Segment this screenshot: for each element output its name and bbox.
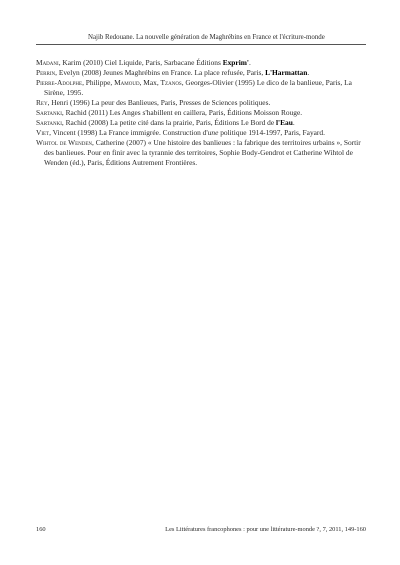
reference-author: Sartanki <box>36 108 62 117</box>
reference-author: Viet <box>36 128 50 137</box>
page-number: 160 <box>36 526 46 533</box>
reference-text: , Catherine (2007) « Une histoire des banlieues : la fabrique des territoires urbains », Sortir des banlieues. Pour en finir avec la tyrannie des territoires, Sophie Body-Gendrot et Catherine Wihtol de Wenden (éd.), Paris, Éditions Autrement Frontières. <box>44 138 361 167</box>
reference-author: Rey <box>36 98 48 107</box>
reference-item <box>36 108 366 118</box>
reference-end: . <box>248 58 251 67</box>
reference-text: , Karim (2010) Ciel Liquide, Paris, Sarbacane Éditions <box>58 58 223 67</box>
reference-item <box>36 58 366 68</box>
reference-text: politique 1914-1997, Paris, Fayard. <box>218 128 325 137</box>
reference-author: Mamoud <box>114 78 140 87</box>
reference-item <box>36 128 366 138</box>
reference-text: , Rachid (2008) La petite cité dans la prairie, Paris, Éditions Le Bord de <box>61 118 276 127</box>
reference-publisher: l'Eau <box>275 118 293 127</box>
reference-text: , Rachid (2011) Les Anges s'habillent en caillera, Paris, Éditions Moisson Rouge. <box>61 108 303 117</box>
reference-italic: une <box>207 128 219 137</box>
reference-item <box>36 138 366 168</box>
reference-item <box>36 118 366 128</box>
reference-item <box>36 68 366 78</box>
reference-author: Madani <box>36 58 59 67</box>
reference-publisher: Exprim' <box>222 58 249 67</box>
header-divider <box>36 44 366 45</box>
reference-author: Wihtol de Wenden <box>36 138 93 147</box>
running-header: Najib Redouane. La nouvelle génération de Maghrébins en France et l'écriture-monde <box>88 34 325 41</box>
references-list <box>36 58 366 168</box>
reference-text: , Henri (1996) La peur des Banlieues, Paris, Presses de Sciences politiques. <box>47 98 271 107</box>
reference-text: , Vincent (1998) La France immigrée. Construction d' <box>49 128 208 137</box>
reference-text: , Max, <box>139 78 161 87</box>
page-footer <box>36 525 366 535</box>
reference-author: Sartanki <box>36 118 62 127</box>
reference-publisher: L'Harmattan <box>265 68 308 77</box>
reference-item <box>36 98 366 108</box>
reference-text: , Evelyn (2008) Jeunes Maghrébins en France. La place refusée, Paris, <box>55 68 266 77</box>
reference-text: , Georges-Olivier (1995) Le dico de la banlieue, Paris, La Sirène, 1995. <box>44 78 352 97</box>
reference-author: Perrin <box>36 68 56 77</box>
journal-citation: Les Littératures francophones : pour une littérature-monde ?, 7, 2011, 149-160 <box>165 526 366 533</box>
reference-end: . <box>292 118 295 127</box>
reference-text: , Philippe, <box>82 78 115 87</box>
reference-end: . <box>307 68 310 77</box>
reference-author: Pierre-Adolphe <box>36 78 83 87</box>
reference-item <box>36 78 366 98</box>
reference-author: Tzanos <box>160 78 182 87</box>
